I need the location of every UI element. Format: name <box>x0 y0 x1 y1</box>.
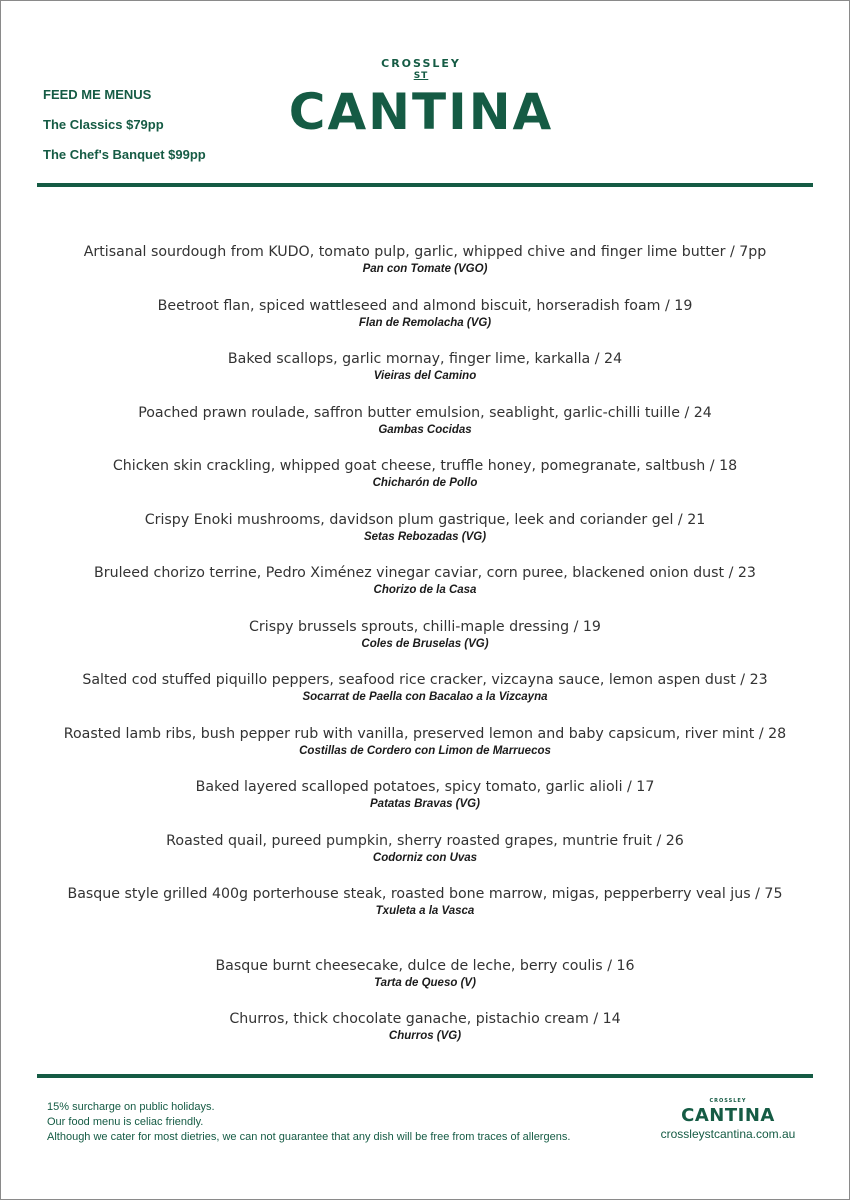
menu-item-spanish-name: Socarrat de Paella con Bacalao a la Vizcayna <box>302 691 548 703</box>
menu-item <box>37 617 813 671</box>
feed-option-banquet: The Chef's Banquet $99pp <box>43 147 206 162</box>
feed-me-title: FEED ME MENUS <box>43 87 152 102</box>
menu-item-spanish-name: Vieiras del Camino <box>373 370 477 382</box>
menu-item-spanish-name: Patatas Bravas (VG) <box>370 798 480 810</box>
menu-item <box>37 831 813 885</box>
menu-item-description: Baked scallops, garlic mornay, finger lime, karkalla / 24 <box>227 351 623 367</box>
feed-option-classics: The Classics $79pp <box>43 117 164 132</box>
logo-crossley: CROSSLEY <box>381 57 461 70</box>
menu-item-description: Poached prawn roulade, saffron butter emulsion, seablight, garlic-chilli tuille / 24 <box>138 404 712 421</box>
restaurant-logo <box>276 57 566 139</box>
menu-item-description: Beetroot flan, spiced wattleseed and almond biscuit, horseradish foam / 19 <box>157 297 693 314</box>
menu-item <box>37 456 813 510</box>
menu-item-description: Roasted quail, pureed pumpkin, sherry roasted grapes, muntrie fruit / 26 <box>166 832 684 849</box>
logo-st: ST <box>413 71 429 81</box>
website-link[interactable]: crossleystcantina.com.au <box>660 1127 796 1141</box>
dessert-item-spanish-name: Tarta de Queso (V) <box>374 976 476 989</box>
menu-item-spanish-name: Chicharón de Pollo <box>372 477 478 489</box>
dessert-item-description: Basque burnt cheesecake, dulce de leche, berry coulis / 16 <box>215 957 635 974</box>
menu-item <box>37 884 813 938</box>
menu-item-spanish-name: Flan de Remolacha (VG) <box>358 316 492 329</box>
allergen-note: Although we cater for most dietries, we can not guarantee that any dish will be free from traces of allergens. <box>47 1131 571 1143</box>
footer-logo <box>653 1098 803 1141</box>
footer-logo-cantina: CANTINA <box>681 1105 775 1126</box>
menu-item <box>37 670 813 724</box>
dessert-item <box>37 1009 813 1063</box>
menu-item-description: Salted cod stuffed piquillo peppers, seafood rice cracker, vizcayna sauce, lemon aspen dust / 23 <box>82 672 768 688</box>
menu-item <box>37 242 813 296</box>
menu-item-description: Crispy brussels sprouts, chilli-maple dressing / 19 <box>249 618 601 635</box>
celiac-note: Our food menu is celiac friendly. <box>47 1116 204 1128</box>
surcharge-note: 15% surcharge on public holidays. <box>47 1101 215 1113</box>
logo-cantina: CANTINA <box>288 83 554 141</box>
menu-list <box>37 242 813 1063</box>
menu-item-description: Chicken skin crackling, whipped goat cheese, truffle honey, pomegranate, saltbush / 18 <box>112 458 738 474</box>
dessert-item-description: Churros, thick chocolate ganache, pistachio cream / 14 <box>229 1011 621 1027</box>
menu-item-description: Artisanal sourdough from KUDO, tomato pulp, garlic, whipped chive and finger lime butter / 7pp <box>83 244 767 260</box>
footer-logo-crossley: CROSSLEY <box>709 1098 747 1104</box>
menu-item-description: Roasted lamb ribs, bush pepper rub with vanilla, preserved lemon and baby capsicum, river mint / 28 <box>63 725 787 742</box>
menu-item-spanish-name: Codorniz con Uvas <box>372 851 478 864</box>
menu-item-spanish-name: Txuleta a la Vasca <box>375 905 475 917</box>
menu-item-spanish-name: Coles de Bruselas (VG) <box>361 637 489 650</box>
menu-item-spanish-name: Costillas de Cordero con Limon de Marruecos <box>299 744 551 757</box>
menu-item-description: Baked layered scalloped potatoes, spicy tomato, garlic alioli / 17 <box>195 779 655 795</box>
footer-notes <box>47 1100 570 1145</box>
menu-item-spanish-name: Pan con Tomate (VGO) <box>362 263 488 275</box>
dessert-item <box>37 956 813 1010</box>
menu-item-spanish-name: Chorizo de la Casa <box>373 584 477 596</box>
menu-item-spanish-name: Gambas Cocidas <box>378 423 472 436</box>
dessert-item-spanish-name: Churros (VG) <box>388 1030 462 1042</box>
menu-item <box>37 777 813 831</box>
menu-item-description: Basque style grilled 400g porterhouse steak, roasted bone marrow, migas, pepperberry veal jus / 75 <box>67 886 783 902</box>
menu-item <box>37 510 813 564</box>
feed-me-menus <box>43 87 206 177</box>
menu-item <box>37 403 813 457</box>
menu-item-description: Crispy Enoki mushrooms, davidson plum gastrique, leek and coriander gel / 21 <box>144 511 706 528</box>
menu-item-spanish-name: Setas Rebozadas (VG) <box>363 530 487 543</box>
menu-item <box>37 349 813 403</box>
menu-item <box>37 563 813 617</box>
bottom-divider <box>37 1074 813 1078</box>
menu-item-description: Bruleed chorizo terrine, Pedro Ximénez vinegar caviar, corn puree, blackened onion dust / 23 <box>94 565 756 581</box>
menu-item <box>37 296 813 350</box>
top-divider <box>37 183 813 187</box>
menu-item <box>37 724 813 778</box>
